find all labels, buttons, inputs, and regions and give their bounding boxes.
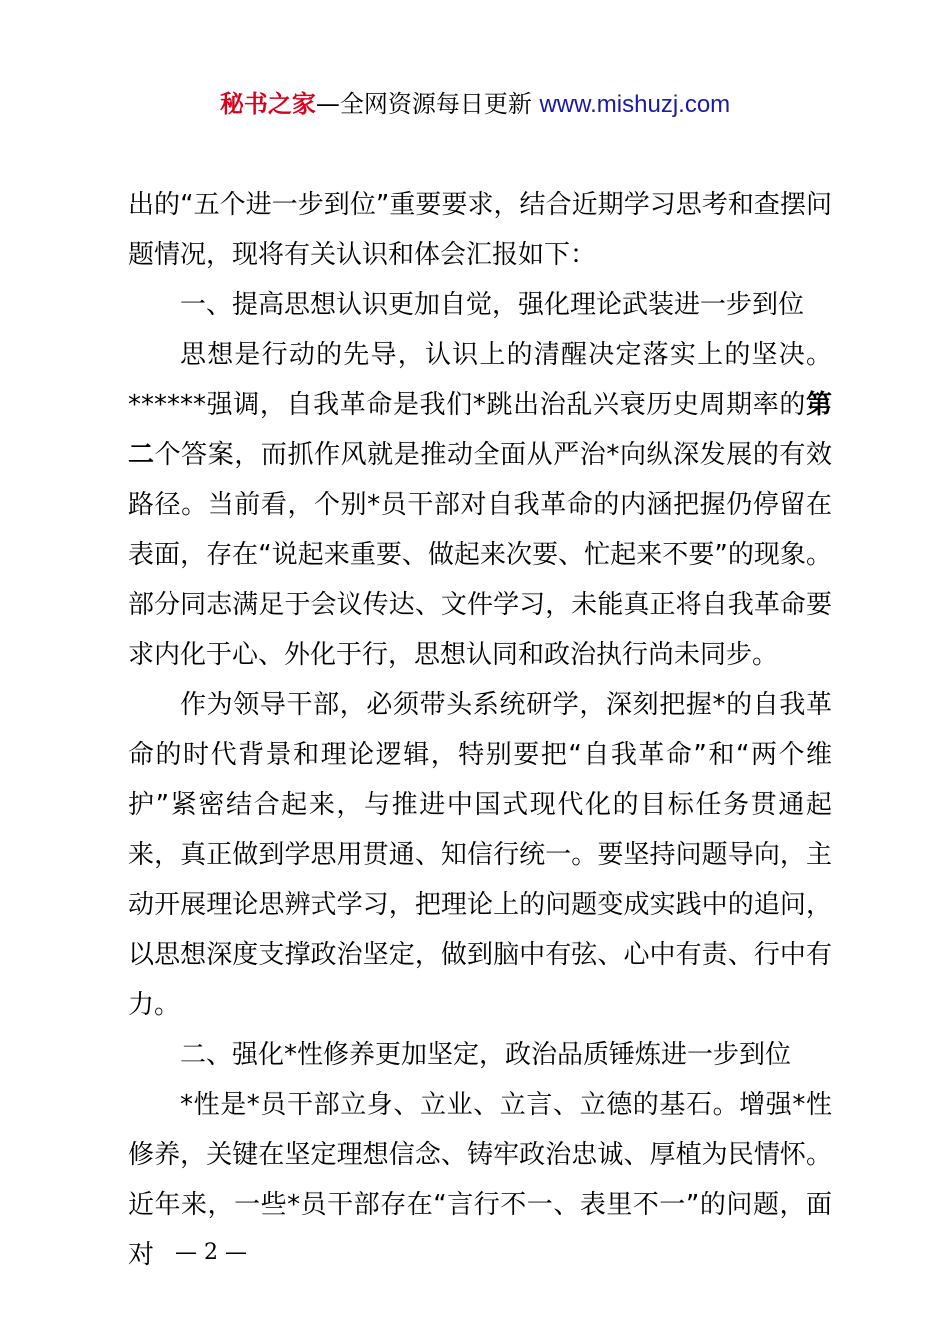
paragraph-1-part-b: 个答案，而抓作风就是推动全面从严治*向纵深发展的有效路径。当前看，个别*员干部对自我革命的内涵把握仍停留在表面，存在“说起来重要、做起来次要、忙起来不要”的现象。部分同志满足于会议传达、文件学习，未能真正将自我革命要求内化于心、外化于行，思想认同和政治执行尚未同步。 [128,440,832,670]
website-url[interactable]: www.mishuzj.com [539,91,731,118]
site-header [0,88,950,121]
intro-paragraph: 出的“五个进一步到位”重要要求，结合近期学习思考和查摆问题情况，现将有关认识和体会汇报如下： [128,190,832,270]
paragraph-3: *性是*员干部立身、立业、立言、立德的基石。增强*性修养，关键在坚定理想信念、铸牢政治忠诚、厚植为民情怀。近年来，一些*员干部存在“言行不一、表里不一”的问题，面对 [128,1090,832,1270]
header-tagline: —全网资源每日更新 [315,90,540,118]
brand-name: 秘书之家 [219,90,316,118]
paragraph-1-part-a: 思想是行动的先导，认识上的清醒决定落实上的坚决。******强调，自我革命是我们*跳出治乱兴衰历史周期率的 [128,340,832,420]
section-heading-2: 二、强化*性修养更加坚定，政治品质锤炼进一步到位 [180,1040,792,1070]
paragraph-1 [128,330,832,680]
paragraph-1-bold-text: 第二 [128,390,832,470]
page-number: — 2 — [175,1240,247,1265]
document-body [128,180,832,1280]
paragraph-2: 作为领导干部，必须带头系统研学，深刻把握*的自我革命的时代背景和理论逻辑，特别要把“自我革命”和“两个维护”紧密结合起来，与推进中国式现代化的目标任务贯通起来，真正做到学思用贯通、知信行统一。要坚持问题导向，主动开展理论思辨式学习，把理论上的问题变成实践中的追问，以思想深度支撑政治坚定，做到脑中有弦、心中有责、行中有力。 [128,690,832,1020]
section-heading-1: 一、提高思想认识更加自觉，强化理论武装进一步到位 [180,290,805,320]
